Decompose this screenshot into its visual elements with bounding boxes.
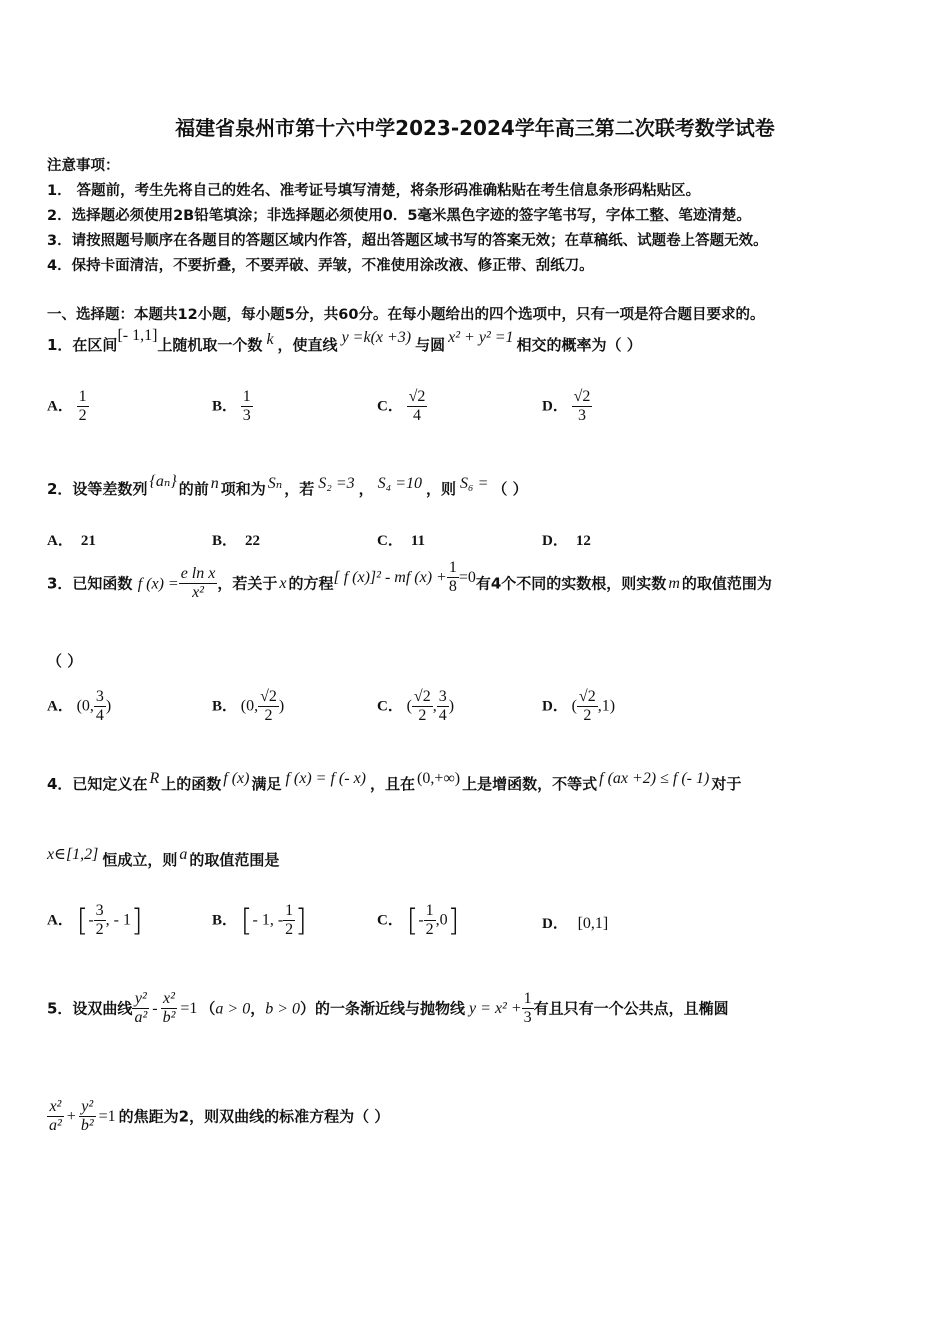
q1-option-d[interactable]: D． $\frac{√2}{3}$ [542,388,591,425]
question-5: 5．设双曲线 $\frac{\text{y²}}{\text{a²}}$ - $\frac{\text{x²}}{\text{b²}}$ =1 （a > 0，b > 0）的一条渐近线与抛物线 y = x² + $\frac{1}{3}$ 有且只有一个公共点，且椭圆 [47,990,729,1027]
q4-option-a[interactable]: A． [- $\frac{3}{2}$ , - 1] [47,902,143,939]
q3-option-d[interactable]: D． ( $\frac{√2}{2}$ ,1) [542,688,616,725]
q3-option-c[interactable]: C． ( $\frac{√2}{2}$ , $\frac{3}{4}$ ) [377,688,455,725]
q2-option-d[interactable]: D． 12 [542,533,591,549]
question-1: 1．在区间[- 1,1]上随机取一个数 k ，使直线 y =k(x +3) 与圆 x² + y² =1 相交的概率为（ ） [47,327,642,354]
question-3-paren: （ ） [47,652,83,670]
section-heading: 一、选择题：本题共12小题，每小题5分，共60分。在每小题给出的四个选项中，只有一项是符合题目要求的。 [47,307,765,323]
q4-option-d[interactable]: D． [0,1] [542,915,609,932]
question-4: 4．已知定义在 R 上的函数 f (x) 满足 f (x) = f (- x) ，且在 (0,+∞) 上是增函数，不等式 f (ax +2) ≤ f (- 1) 对于 [47,770,742,793]
notice-item: 1． 答题前，考生先将自己的姓名、准考证号填写清楚，将条形码准确粘贴在考生信息条形码粘贴区。 [47,183,701,199]
q2-option-b[interactable]: B． 22 [212,533,261,549]
notice-item: 2．选择题必须使用2B铅笔填涂；非选择题必须使用0．5毫米黑色字迹的签字笔书写，字体工整、笔迹清楚。 [47,208,751,224]
notice-item: 4．保持卡面清洁，不要折叠，不要弄破、弄皱，不准使用涂改液、修正带、刮纸刀。 [47,258,594,274]
q2-option-c[interactable]: C． 11 [377,533,426,549]
notice-heading: 注意事项： [47,158,120,174]
q3-option-a[interactable]: A． (0, $\frac{3}{4}$ ) [47,688,112,725]
q1-option-a[interactable]: A． $\frac{1}{2}$ [47,388,87,425]
q1-option-b[interactable]: B． $\frac{1}{3}$ [212,388,251,425]
q1-option-c[interactable]: C． $\frac{√2}{4}$ [377,388,426,425]
notice-item: 3．请按照题号顺序在各题目的答题区域内作答，超出答题区域书写的答案无效；在草稿纸、试题卷上答题无效。 [47,233,768,249]
question-3: 3．已知函数 f (x) = $\frac{\text{e ln x}}{\text{x²}}$ ，若关于 x 的方程[ f (x)]² - mf (x) + $\frac{1}{8}$ =0有4个不同的实数根，则实数 m 的取值范围为 [47,559,772,602]
q3-option-b[interactable]: B． (0, $\frac{√2}{2}$ ) [212,688,285,725]
page-title: 福建省泉州市第十六中学2023-2024学年高三第二次联考数学试卷 [175,116,775,140]
q4-option-b[interactable]: B． [- 1, - $\frac{1}{2}$ ] [212,902,307,939]
question-2: 2．设等差数列 {aₙ} 的前 n 项和为 Sₙ ，若 S₂ =3 ， S₄ =10 ，则 S₆ = （ ） [47,473,528,498]
question-5-cont: $\frac{\text{x²}}{\text{a²}}$ + $\frac{\text{y²}}{\text{b²}}$ =1 的焦距为2，则双曲线的标准方程为（ ） [49,1098,390,1135]
q4-option-c[interactable]: C． [- $\frac{1}{2}$ ,0] [377,902,460,939]
question-4-cont: x∈[1,2] 恒成立，则 a 的取值范围是 [47,846,280,869]
q2-option-a[interactable]: A． 21 [47,533,96,549]
